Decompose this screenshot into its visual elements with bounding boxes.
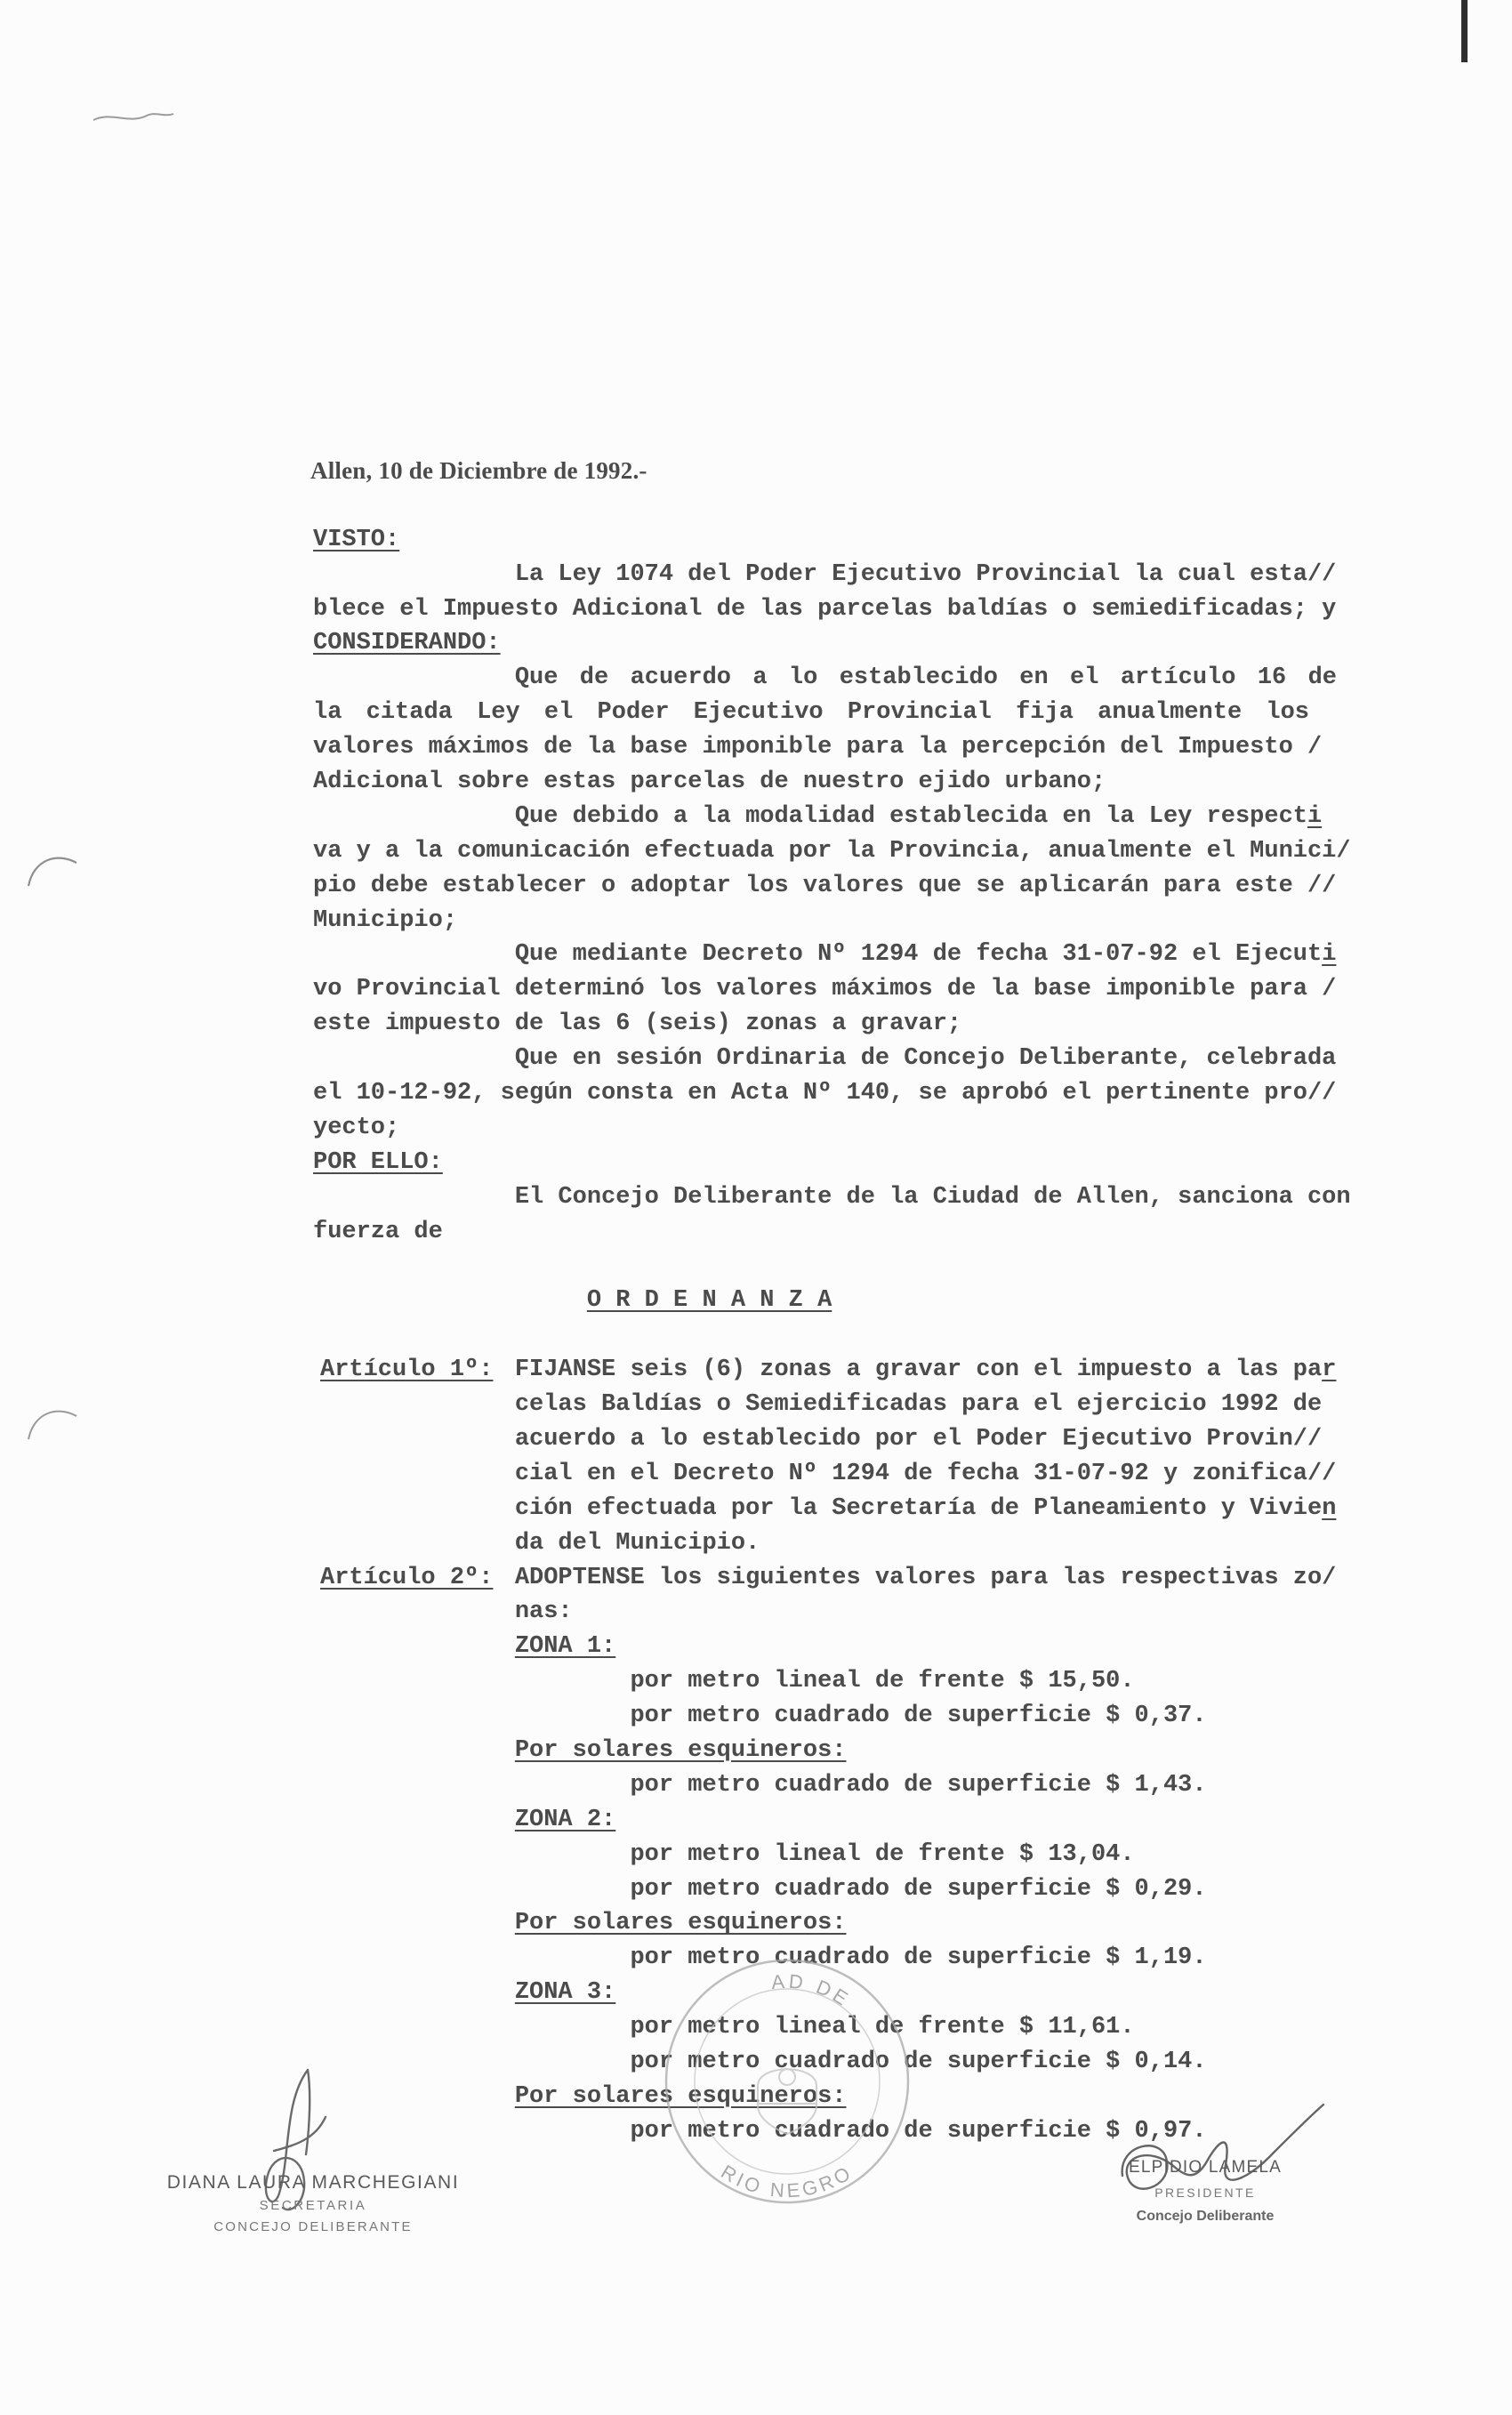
visto-line: blece el Impuesto Adicional de las parcelas baldías o semiedificadas; y — [313, 595, 1337, 623]
articulo-2-label-box — [313, 1561, 515, 1596]
articulo-2-line — [313, 1561, 1351, 1596]
considerando-heading: CONSIDERANDO: — [313, 630, 501, 657]
zone-rate-cuadrado: por metro cuadrado de superficie $ 0,29. — [630, 1875, 1207, 1903]
seal-top-text: AD DE — [770, 1969, 856, 2012]
ordinance-body — [310, 454, 1351, 2149]
hyphen-tail: r — [1322, 1356, 1337, 1384]
considerando-line: el 10-12-92, según consta en Acta Nº 140, se aprobó el pertinente pro// — [313, 1080, 1337, 1107]
por-ello-line: El Concejo Deliberante de la Ciudad de Allen, sanciona con — [514, 1183, 1351, 1211]
zone-rate-lineal: por metro lineal de frente $ 13,04. — [630, 1840, 1135, 1868]
hyphen-tail: i — [1307, 802, 1323, 830]
considerando-line: Municipio; — [313, 906, 458, 934]
line-spacer — [313, 488, 1351, 523]
line-text: FIJANSE seis (6) zonas a gravar con el impuesto a las pa — [514, 1356, 1323, 1384]
corner-heading: Por solares esquineros: — [514, 2082, 847, 2110]
line-text: Que mediante Decreto Nº 1294 de fecha 31-07-92 el Ejecut — [514, 941, 1323, 969]
por-ello-heading-line — [313, 1146, 1351, 1180]
considerando-line: Que en sesión Ordinaria de Concejo Deliberante, celebrada — [514, 1045, 1337, 1073]
pencil-mark — [89, 98, 178, 129]
hyphen-tail: i — [1322, 941, 1337, 969]
articulo-1-line: acuerdo a lo establecido por el Poder Ejecutivo Provin// — [514, 1425, 1323, 1453]
articulo-1-line: celas Baldías o Semiedificadas para el ejercicio 1992 de — [514, 1391, 1323, 1419]
visto-heading-line — [313, 523, 1351, 558]
line-text: ADOPTENSE los siguientes valores para las respectivas zo/ — [514, 1564, 1337, 1591]
considerando-line: Que de acuerdo a lo establecido en el artículo 16 de — [514, 664, 1337, 692]
considerando-line: pio debe establecer o adoptar los valores que se aplicarán para este // — [313, 872, 1337, 899]
punch-hole-mark — [18, 845, 80, 890]
considerando-line: va y a la comunicación efectuada por la Provincia, anualmente el Munici/ — [313, 837, 1351, 865]
considerando-line: Adicional sobre estas parcelas de nuestro ejido urbano; — [313, 769, 1106, 796]
secretary-signature-block — [153, 2170, 473, 2238]
line-spacer — [313, 1318, 1351, 1353]
articulo-1-label: Artículo 1º: — [320, 1356, 494, 1384]
articulo-2-label: Artículo 2º: — [320, 1564, 494, 1591]
considerando-line — [313, 800, 1351, 834]
punch-hole-mark — [18, 1398, 80, 1443]
corner-rate-cuadrado: por metro cuadrado de superficie $ 0,97. — [630, 2117, 1207, 2145]
considerando-line: valores máximos de la base imponible para la percepción del Impuesto / — [313, 734, 1323, 761]
ordenanza-title-line — [313, 1284, 1351, 1318]
hyphen-tail: n — [1322, 1494, 1337, 1522]
seal-bottom-text: RIO NEGRO — [717, 2160, 857, 2202]
secretary-body: CONCEJO DELIBERANTE — [213, 2219, 413, 2234]
secretary-title: SECRETARIA — [259, 2198, 367, 2213]
date-line: Allen, 10 de Diciembre de 1992.- — [310, 457, 647, 484]
considerando-heading-line — [313, 626, 1351, 661]
line-text: Que debido a la modalidad establecida en la Ley respect — [514, 802, 1307, 830]
articulo-1-label-box — [313, 1353, 515, 1388]
zone-rate-cuadrado: por metro cuadrado de superficie $ 0,14. — [630, 2048, 1207, 2075]
zone-rate-lineal: por metro lineal de frente $ 15,50. — [630, 1668, 1135, 1695]
considerando-line — [313, 938, 1351, 972]
por-ello-line: fuerza de — [313, 1218, 443, 1245]
line-spacer — [313, 1249, 1351, 1284]
articulo-1-line: da del Municipio. — [514, 1529, 760, 1557]
corner-heading-line — [313, 1734, 1351, 1768]
ordenanza-title: O R D E N A N Z A — [586, 1287, 832, 1315]
corner-heading: Por solares esquineros: — [514, 1910, 847, 1937]
corner-rate-cuadrado: por metro cuadrado de superficie $ 1,43. — [630, 1771, 1207, 1799]
zone-heading-line — [313, 1976, 1351, 2010]
articulo-1-line: cial en el Decreto Nº 1294 de fecha 31-07-92 y zonifica// — [514, 1460, 1337, 1487]
line-text: ción efectuada por la Secretaría de Planeamiento y Vivie — [514, 1494, 1323, 1522]
visto-line: La Ley 1074 del Poder Ejecutivo Provincial la cual esta// — [514, 560, 1337, 588]
scan-edge-mark — [1461, 0, 1468, 62]
articulo-1-line — [313, 1353, 1351, 1388]
zone-heading-line — [313, 1630, 1351, 1664]
considerando-line: vo Provincial determinó los valores máximos de la base imponible para / — [313, 976, 1337, 1003]
president-body: Concejo Deliberante — [1136, 2209, 1275, 2224]
por-ello-heading: POR ELLO: — [313, 1148, 443, 1176]
president-title: PRESIDENTE — [1154, 2186, 1256, 2200]
zone-rate-lineal: por metro lineal de frente $ 11,61. — [630, 2014, 1135, 2041]
president-signature-block — [1094, 2154, 1316, 2228]
considerando-line: yecto; — [313, 1114, 400, 1141]
zone-heading-line — [313, 1803, 1351, 1838]
zone-label: ZONA 3: — [514, 1979, 616, 2007]
considerando-line: la citada Ley el Poder Ejecutivo Provincial fija anualmente los — [313, 699, 1309, 727]
corner-heading-line — [313, 1906, 1351, 1941]
secretary-name: DIANA LAURA MARCHEGIANI — [166, 2172, 460, 2193]
corner-heading: Por solares esquineros: — [514, 1736, 847, 1764]
corner-rate-cuadrado: por metro cuadrado de superficie $ 1,19. — [630, 1944, 1207, 1972]
zone-rate-cuadrado: por metro cuadrado de superficie $ 0,37. — [630, 1703, 1207, 1730]
zone-label: ZONA 1: — [514, 1633, 616, 1661]
visto-heading: VISTO: — [313, 526, 400, 553]
zone-label: ZONA 2: — [514, 1806, 616, 1833]
articulo-2-line: nas: — [514, 1598, 573, 1626]
considerando-line: este impuesto de las 6 (seis) zonas a gravar; — [313, 1010, 962, 1038]
president-name: ELPIDIO LAMELA — [1128, 2158, 1283, 2177]
articulo-1-line — [313, 1492, 1351, 1526]
corner-heading-line — [313, 2080, 1351, 2114]
